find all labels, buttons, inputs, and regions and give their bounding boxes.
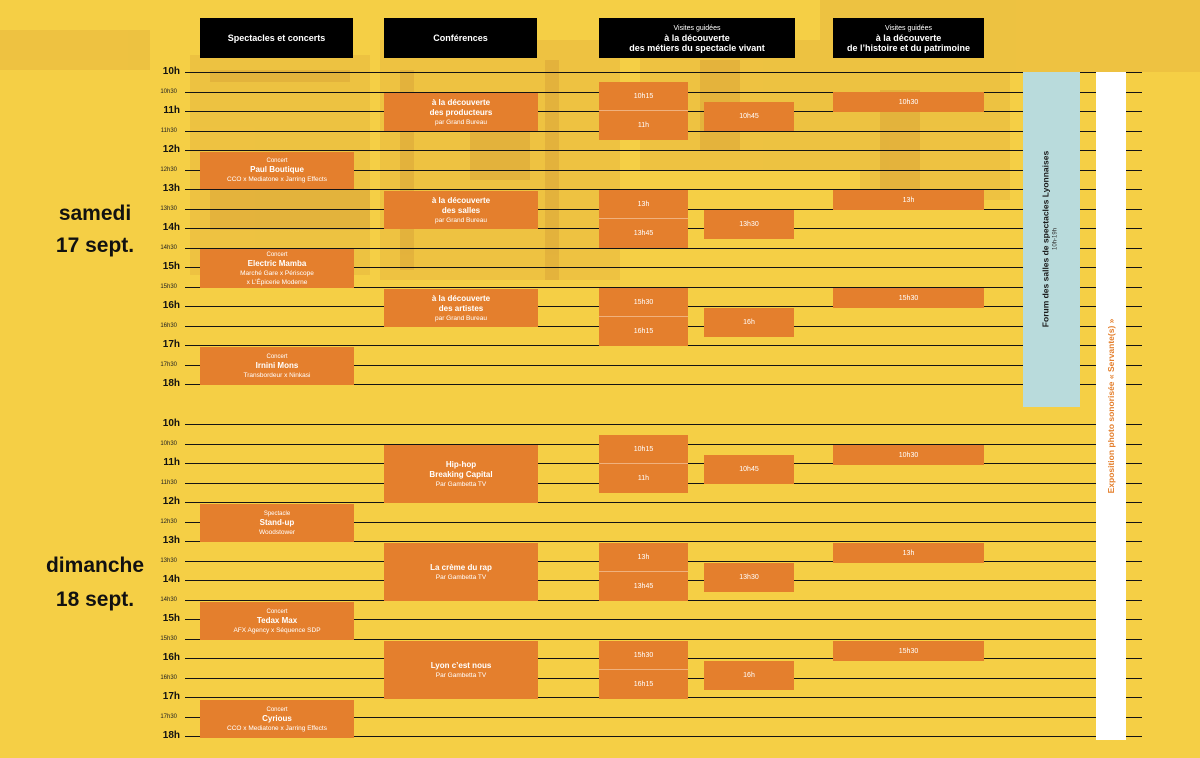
grid-line [185, 150, 1142, 151]
time-label: 12h [162, 144, 180, 155]
visite-metiers-slot[interactable]: 16h [704, 661, 794, 690]
header-visites-metiers [599, 18, 795, 58]
header-spectacles-label: Spectacles et concerts [227, 33, 326, 43]
visite-histoire-slot[interactable]: 10h30 [833, 92, 984, 112]
time-label: 18h [162, 730, 180, 741]
time-label: 10h30 [160, 89, 177, 95]
time-label: 11h30 [160, 480, 177, 486]
time-label: 17h30 [160, 714, 177, 720]
grid-line [185, 502, 1142, 503]
visite-histoire-slot[interactable]: 13h [833, 190, 984, 210]
day-saturday-name: samedi [58, 202, 132, 225]
conference-by: par Grand Bureau [434, 314, 488, 322]
show-irnini-mons[interactable] [200, 347, 354, 385]
conference-by: Par Gambetta TV [435, 480, 487, 488]
day-saturday-date: 17 sept. [55, 234, 135, 257]
time-label: 11h [163, 457, 180, 468]
event-organizer: CCO x Mediatone x Jarring Effects [227, 724, 327, 732]
time-label: 17h30 [160, 362, 177, 368]
time-label: 15h30 [160, 636, 177, 642]
conference-hip-hop[interactable] [384, 445, 538, 503]
visite-metiers-slot[interactable]: 10h45 [704, 455, 794, 484]
time-label: 13h30 [160, 206, 177, 212]
time-label: 13h30 [160, 558, 177, 564]
visite-metiers-slot[interactable]: 13h [599, 190, 688, 219]
time-label: 10h [162, 66, 180, 77]
visite-histoire-slot[interactable]: 15h30 [833, 288, 984, 308]
time-label: 17h [162, 339, 180, 350]
time-label: 16h [162, 652, 180, 663]
forum-title: Forum des salles de spectacles Lyonnaises [1040, 150, 1051, 328]
show-electric-mamba[interactable] [200, 249, 354, 288]
forum-salles-block[interactable] [1023, 72, 1080, 407]
header-conferences-label: Conférences [433, 33, 488, 43]
time-label: 16h30 [160, 323, 177, 329]
conference-title-2: des producteurs [429, 107, 493, 117]
conference-by: par Grand Bureau [434, 216, 488, 224]
show-cyrious[interactable] [200, 700, 354, 738]
header-visites-metiers-line1: à la découverte [664, 32, 730, 43]
time-label: 11h [163, 105, 180, 116]
time-label: 11h30 [160, 128, 177, 134]
time-label: 10h30 [160, 441, 177, 447]
grid-line [185, 424, 1142, 425]
time-label: 10h [162, 418, 180, 429]
conference-artistes[interactable] [384, 289, 538, 327]
visite-histoire-slot[interactable]: 15h30 [833, 641, 984, 661]
show-tedax-max[interactable] [200, 602, 354, 640]
event-title: Electric Mamba [247, 258, 307, 268]
event-organizer-2: x L’Épicerie Moderne [246, 278, 308, 286]
event-type: Concert [266, 706, 288, 713]
visite-metiers-slot[interactable]: 13h45 [599, 219, 688, 248]
event-type: Concert [266, 158, 288, 164]
event-type: Spectacle [263, 510, 291, 517]
header-visites-histoire-line2: de l’histoire et du patrimoine [846, 42, 971, 53]
conference-title-2: des salles [441, 205, 481, 215]
time-label: 15h [162, 613, 180, 624]
visite-metiers-slot[interactable]: 16h15 [599, 317, 688, 346]
header-visites-metiers-sub: Visites guidées [673, 24, 721, 32]
time-label: 15h [162, 261, 180, 272]
time-label: 18h [162, 378, 180, 389]
visite-metiers-slot[interactable]: 15h30 [599, 288, 688, 317]
time-label: 13h [162, 535, 180, 546]
event-organizer: Marché Gare x Périscope [240, 269, 314, 277]
conference-title-1: à la découverte [431, 195, 491, 205]
conference-title-1: à la découverte [431, 97, 491, 107]
visite-metiers-slot[interactable]: 10h15 [599, 82, 688, 111]
event-type: Concert [266, 353, 288, 360]
header-visites-histoire-line1: à la découverte [875, 32, 942, 43]
forum-time: 10h-19h [1052, 227, 1059, 251]
day-sunday-date: 18 sept. [55, 588, 135, 611]
visite-metiers-slot[interactable]: 13h45 [599, 572, 688, 601]
visite-metiers-slot[interactable]: 11h [599, 464, 688, 493]
time-label: 17h [162, 691, 180, 702]
header-visites-histoire-sub: Visites guidées [885, 24, 932, 32]
conference-lyon-cest-nous[interactable] [384, 641, 538, 699]
event-title: Cyrious [262, 713, 292, 723]
time-label: 12h30 [160, 167, 177, 173]
visite-histoire-slot[interactable]: 13h [833, 543, 984, 563]
conference-creme-du-rap[interactable] [384, 543, 538, 601]
header-visites-histoire [833, 18, 984, 58]
time-label: 12h [162, 496, 180, 507]
header-conferences [384, 18, 537, 58]
time-label: 15h30 [160, 284, 177, 290]
time-label: 14h [162, 222, 180, 233]
forum-text [1041, 72, 1063, 407]
visite-metiers-slot[interactable]: 16h15 [599, 670, 688, 699]
conference-title-2: Breaking Capital [429, 469, 493, 479]
visite-metiers-slot[interactable]: 13h [599, 543, 688, 572]
event-title: Tedax Max [256, 615, 298, 625]
conference-salles[interactable] [384, 191, 538, 229]
visite-metiers-slot[interactable]: 15h30 [599, 641, 688, 670]
time-label: 14h30 [160, 597, 177, 603]
day-sunday-name: dimanche [45, 554, 145, 577]
expo-servantes-block[interactable] [1096, 72, 1126, 740]
event-title: Stand-up [259, 517, 295, 527]
time-label: 16h30 [160, 675, 177, 681]
visite-histoire-slot[interactable]: 10h30 [833, 445, 984, 465]
time-label: 16h [162, 300, 180, 311]
time-label: 13h [162, 183, 180, 194]
conference-title-1: Hip-hop [445, 459, 477, 469]
event-type: Concert [266, 251, 288, 258]
event-organizer: Woodstower [258, 528, 295, 536]
conference-title-1: à la découverte [431, 293, 491, 303]
conference-title-2: des artistes [438, 303, 484, 313]
conference-by: par Grand Bureau [434, 118, 488, 126]
time-label: 12h30 [160, 519, 177, 525]
event-title: Irnini Mons [255, 360, 299, 370]
visite-metiers-slot[interactable]: 11h [599, 111, 688, 140]
conference-by: Par Gambetta TV [435, 573, 487, 581]
header-spectacles [200, 18, 353, 58]
time-label: 14h30 [160, 245, 177, 251]
visite-metiers-slot[interactable]: 13h30 [704, 210, 794, 239]
conference-producteurs[interactable] [384, 93, 538, 131]
event-organizer: AFX Agency x Séquence SDP [233, 626, 321, 634]
event-type: Concert [266, 608, 288, 615]
conference-title-1: Lyon c’est nous [430, 660, 492, 670]
visite-metiers-slot[interactable]: 16h [704, 308, 794, 337]
show-stand-up[interactable] [200, 504, 354, 542]
visite-metiers-slot[interactable]: 10h15 [599, 435, 688, 464]
time-label: 14h [162, 574, 180, 585]
header-visites-metiers-line2: des métiers du spectacle vivant [629, 42, 765, 53]
visite-metiers-slot[interactable]: 10h45 [704, 102, 794, 131]
show-paul-boutique[interactable] [200, 152, 354, 189]
expo-title: Exposition photo sonorisée « Servante(s) » [1106, 318, 1116, 494]
conference-by: Par Gambetta TV [435, 671, 487, 679]
visite-metiers-slot[interactable]: 13h30 [704, 563, 794, 592]
conference-title-1: La crème du rap [430, 562, 492, 572]
grid-line [185, 72, 1142, 73]
event-organizer: CCO x Mediatone x Jarring Effects [227, 176, 327, 183]
event-title: Paul Boutique [250, 165, 304, 174]
event-organizer: Transbordeur x Ninkasi [243, 371, 311, 379]
